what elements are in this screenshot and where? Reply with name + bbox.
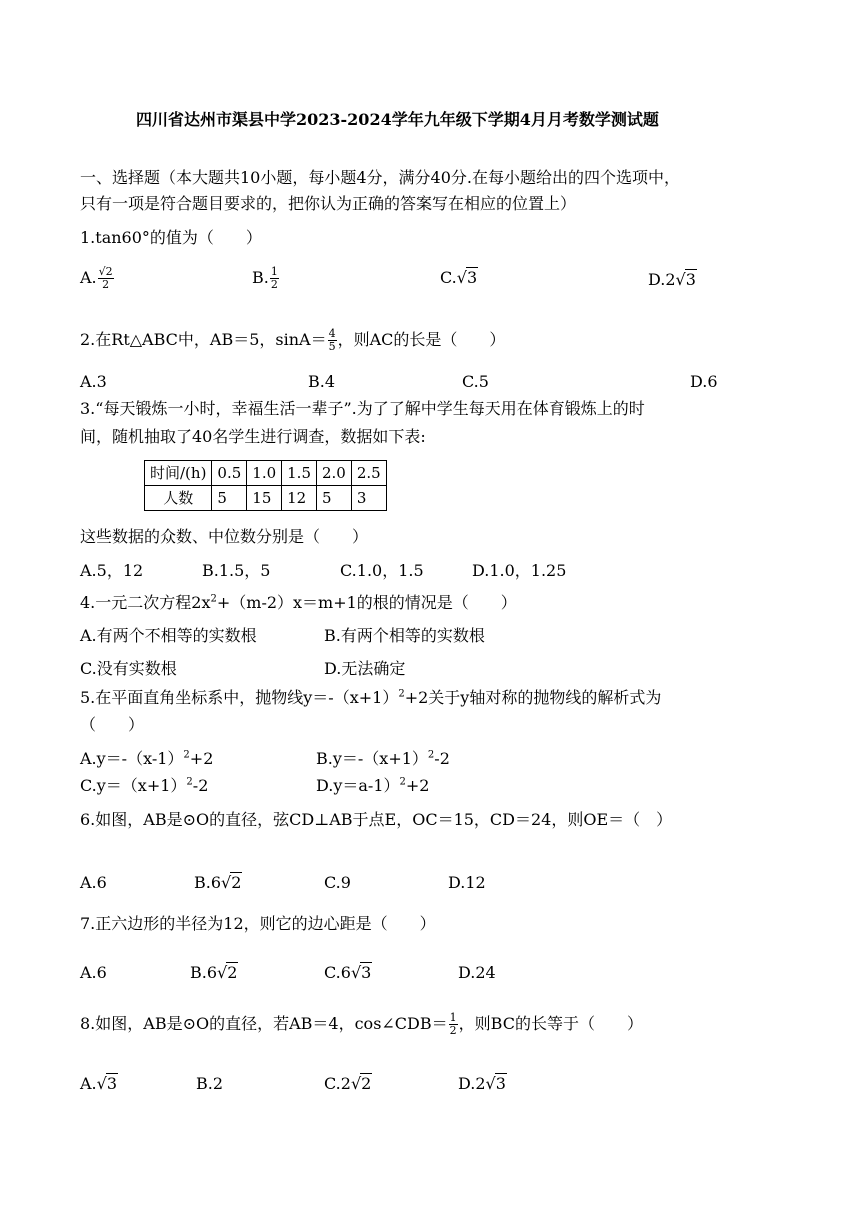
q6-option-b: B.6√2 bbox=[194, 873, 242, 892]
q3-stem-line1: 3.“每天锻炼一小时，幸福生活一辈子”.为了了解中学生每天用在体育锻炼上的时 bbox=[80, 399, 645, 418]
q4-option-c: C.没有实数根 bbox=[80, 659, 177, 678]
table-cell: 12 bbox=[282, 486, 317, 511]
q3-option-c: C.1.0，1.5 bbox=[340, 561, 424, 580]
q4-option-a: A.有两个不相等的实数根 bbox=[80, 626, 257, 645]
table-row bbox=[145, 461, 387, 486]
q4-option-b: B.有两个相等的实数根 bbox=[324, 626, 485, 645]
q5-option-c: $C.y=(x+1)^2-2$ bbox=[80, 776, 209, 795]
q6-option-a: A.6 bbox=[80, 873, 107, 892]
q7-stem: 7.正六边形的半径为12，则它的边心距是（ ） bbox=[80, 914, 436, 933]
q6-option-d: D.12 bbox=[448, 873, 486, 892]
fraction: $\frac{4}{5}$ bbox=[328, 327, 336, 353]
q3-option-b: B.1.5，5 bbox=[202, 561, 271, 580]
table-cell: 人数 bbox=[145, 486, 212, 511]
q3-option-a: A.5，12 bbox=[80, 561, 144, 580]
table-cell: 2.5 bbox=[351, 461, 386, 486]
table-cell: 时间/(h) bbox=[145, 461, 212, 486]
fraction: $\frac{√2}{2}$ bbox=[98, 265, 113, 291]
q4-stem: 4.一元二次方程$2x^2+(m-2)x=m+1$的根的情况是（ ） bbox=[80, 593, 517, 612]
table-cell: 3 bbox=[351, 486, 386, 511]
radical: √3 bbox=[485, 1074, 506, 1093]
q7-option-a: A.6 bbox=[80, 963, 107, 982]
table-cell: 1.5 bbox=[282, 461, 317, 486]
radical: √2 bbox=[350, 1074, 372, 1093]
radical: √2 bbox=[217, 963, 238, 982]
q1-stem: 1.tan60°的值为（ ） bbox=[80, 228, 262, 247]
q5-stem: 5.在平面直角坐标系中，抛物线$y=-(x+1)^2+2$关于y轴对称的抛物线的解析式为 bbox=[80, 688, 662, 707]
q5-option-d: D.y＝a-1）$^2$+2 bbox=[316, 776, 430, 795]
q1-option-a: A. $\frac{√2}{2}$ bbox=[80, 265, 113, 291]
fraction: $\frac{1}{2}$ bbox=[270, 265, 278, 291]
q8-option-c: C.2√2 bbox=[324, 1074, 372, 1093]
q8-option-d: D.2√3 bbox=[458, 1074, 506, 1093]
data-table bbox=[144, 460, 387, 511]
q2-option-a: A.3 bbox=[80, 372, 107, 391]
q1-option-b: B. $\frac{1}{2}$ bbox=[252, 265, 278, 291]
q2-option-c: C.5 bbox=[462, 372, 489, 391]
q7-option-b: B.6√2 bbox=[190, 963, 238, 982]
q3-question: 这些数据的众数、中位数分别是（ ） bbox=[80, 527, 369, 546]
table-cell: 2.0 bbox=[317, 461, 352, 486]
table-cell: 15 bbox=[247, 486, 282, 511]
radical: √3 bbox=[96, 1074, 118, 1093]
q1-option-c: C.√3 bbox=[440, 268, 478, 287]
q7-option-d: D.24 bbox=[458, 963, 496, 982]
fraction: $\frac{1}{2}$ bbox=[449, 1011, 457, 1037]
radical: √3 bbox=[350, 963, 372, 982]
table-cell: 5 bbox=[317, 486, 352, 511]
table-cell: 5 bbox=[212, 486, 247, 511]
q7-option-c: C.6√3 bbox=[324, 963, 372, 982]
q5-option-a: $A.y=-(x-1)^2+2$ bbox=[80, 749, 214, 768]
section-header-line2: 只有一项是符合题目要求的，把你认为正确的答案写在相应的位置上） bbox=[80, 194, 577, 213]
q1-option-d: D.2√3 bbox=[648, 270, 696, 289]
page-title: 四川省达州市渠县中学2023-2024学年九年级下学期4月月考数学测试题 bbox=[136, 110, 659, 129]
q4-option-d: D.无法确定 bbox=[324, 659, 406, 678]
table-cell: 0.5 bbox=[212, 461, 247, 486]
q3-option-d: D.1.0，1.25 bbox=[472, 561, 567, 580]
q2-option-d: D.6 bbox=[690, 372, 718, 391]
radical: √3 bbox=[456, 268, 478, 287]
q2-option-b: B.4 bbox=[308, 372, 336, 391]
table-row bbox=[145, 486, 387, 511]
q6-option-c: C.9 bbox=[324, 873, 351, 892]
q8-stem: 8.如图，AB是⊙O的直径，若AB＝4，cos∠CDB＝ $\frac{1}{2}$ ，则BC的长等于（ ） bbox=[80, 1011, 643, 1037]
q6-stem: 6.如图，AB是⊙O的直径，弦CD⊥AB于点E，OC＝15，CD＝24，则OE＝（ ） bbox=[80, 810, 673, 829]
q3-stem-line2: 间，随机抽取了40名学生进行调查，数据如下表: bbox=[80, 427, 426, 446]
radical: √3 bbox=[675, 270, 696, 289]
q8-option-a: A.√3 bbox=[80, 1074, 118, 1093]
q5-stem-line2: （ ） bbox=[80, 715, 145, 734]
table-cell: 1.0 bbox=[247, 461, 282, 486]
section-header-line1: 一、选择题（本大题共10小题，每小题4分，满分40分.在每小题给出的四个选项中， bbox=[80, 168, 680, 187]
q8-option-b: B.2 bbox=[196, 1074, 224, 1093]
q5-option-b: $B.y=-(x+1)^2-2$ bbox=[316, 749, 450, 768]
q2-stem: 2.在Rt△ABC中，AB＝5，sinA＝ $\frac{4}{5}$ ，则AC的长是（ ） bbox=[80, 327, 506, 353]
radical: √2 bbox=[221, 873, 242, 892]
